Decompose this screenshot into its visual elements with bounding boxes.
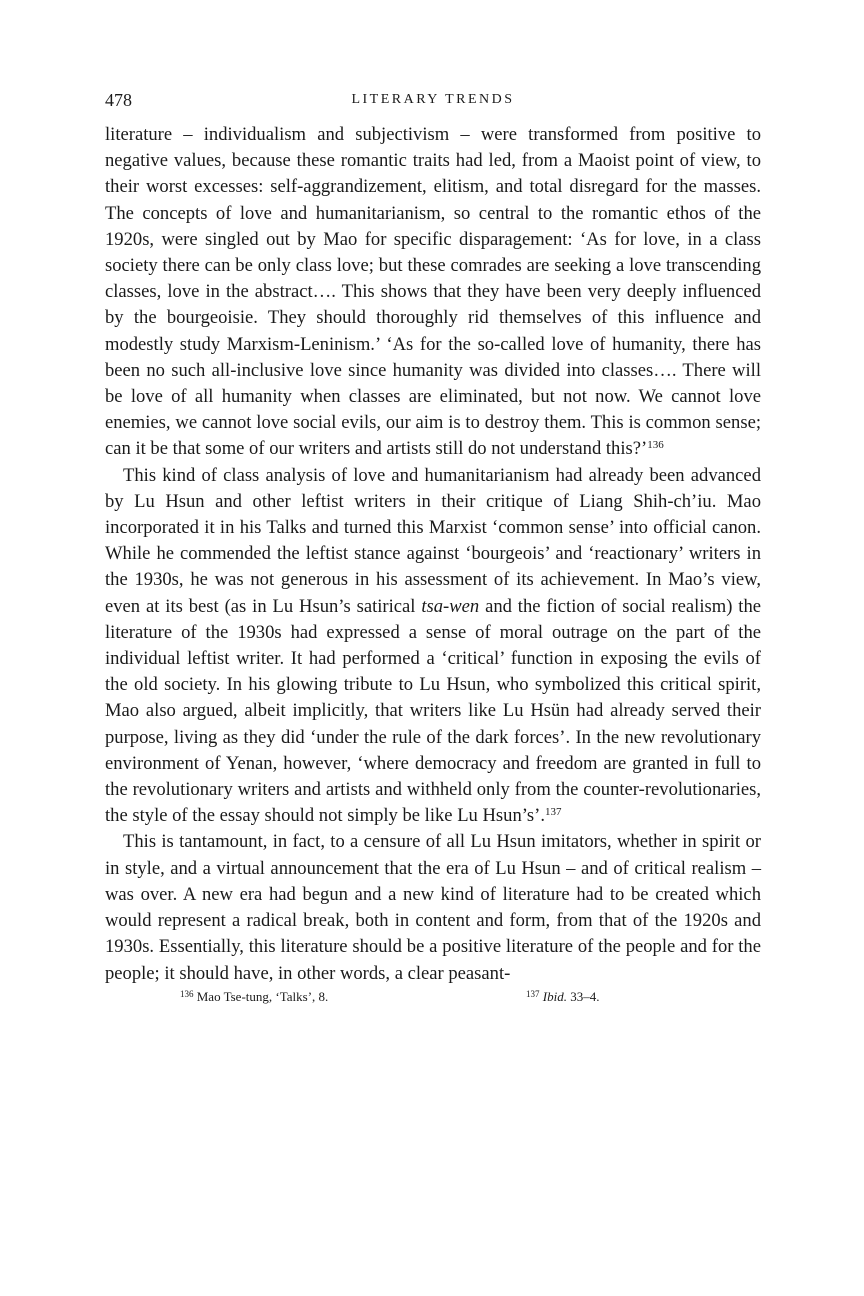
running-head [105,90,761,116]
paragraph-1 [105,122,761,463]
footnote-number: 137 [526,988,540,999]
footnote-ref-137: 137 [545,806,562,819]
paragraph-2 [105,463,761,830]
footnote-ref-136: 136 [647,439,664,452]
footnote-136 [180,989,328,1005]
footnote-text: Mao Tse-tung, ‘Talks’, 8. [196,988,329,1004]
page-number: 478 [105,90,132,110]
paragraph-2-text-start: This kind of class analysis of love and humanitarianism had already been advanced by Lu Hsun and other leftist writers in their critique of Liang Shih-ch’iu. Mao incorporated it in his Talks and turned this Marxist ‘common sense’ into official canon. While he commended the leftist stance against ‘bourgeois’ and ‘reactionary’ writers in the 1930s, he was not generous in his assessment of its achievement. In Mao’s view, even at its best (as in Lu Hsun’s satirical [105,464,761,617]
paragraph-1-text: literature – individualism and subjectivism – were transformed from positive to negative values, because these romantic traits had led, from a Maoist point of view, to their worst excesses: self-aggrandizement, elitism, and total disregard for the masses. The concepts of love and humanitarianism, so central to the romantic ethos of the 1920s, were singled out by Mao for specific disparagement: ‘As for love, in a class society there can be only class love; but these comrades are seeking a love transcending classes, love in the abstract…. This shows that they have been very deeply influenced by the bourgeoisie. They should thoroughly rid themselves of this influence and modestly study Marxism-Leninism.’ ‘As for the so-called love of humanity, there has been no such all-inclusive love since humanity was divided into classes…. There will be love of all humanity when classes are eliminated, but not now. We cannot love enemies, we cannot love social evils, our aim is to destroy them. This is common sense; can it be that some of our writers and artists still do not understand this?’ [105,124,761,460]
italic-term: tsa-wen [421,595,480,617]
paragraph-2-text-end: and the fiction of social realism) the literature of the 1930s had expressed a sense of moral outrage on the part of the individual leftist writer. It had performed a ‘critical’ function in exposing the evils of the old society. In his glowing tribute to Lu Hsun, who symbolized this critical spirit, Mao also argued, albeit implicitly, that writers like Lu Hsün had already served their purpose, living as they did ‘under the rule of the dark forces’. In the new revolutionary environment of Yenan, however, ‘where democracy and freedom are granted in full to the revolutionary writers and artists and withheld only from the counter-revolutionaries, the style of the essay should not simply be like Lu Hsun’s’. [105,595,761,827]
footnote-number: 136 [180,988,194,999]
footnotes [105,989,761,1009]
footnote-italic: Ibid. [542,988,567,1004]
book-page [105,90,761,1009]
running-head-title: LITERARY TRENDS [351,92,515,107]
body-text [105,122,761,987]
footnote-137 [526,989,599,1005]
footnote-text: 33–4. [566,988,600,1004]
paragraph-3 [105,829,761,986]
paragraph-3-text: This is tantamount, in fact, to a censure of all Lu Hsun imitators, whether in spirit or in style, and a virtual announcement that the era of Lu Hsun – and of critical realism – was over. A new era had begun and a new kind of literature had to be created which would represent a radical break, both in content and form, from that of the 1920s and 1930s. Essentially, this literature should be a positive literature of the people and for the people; it should have, in other words, a clear peasant- [105,831,761,984]
